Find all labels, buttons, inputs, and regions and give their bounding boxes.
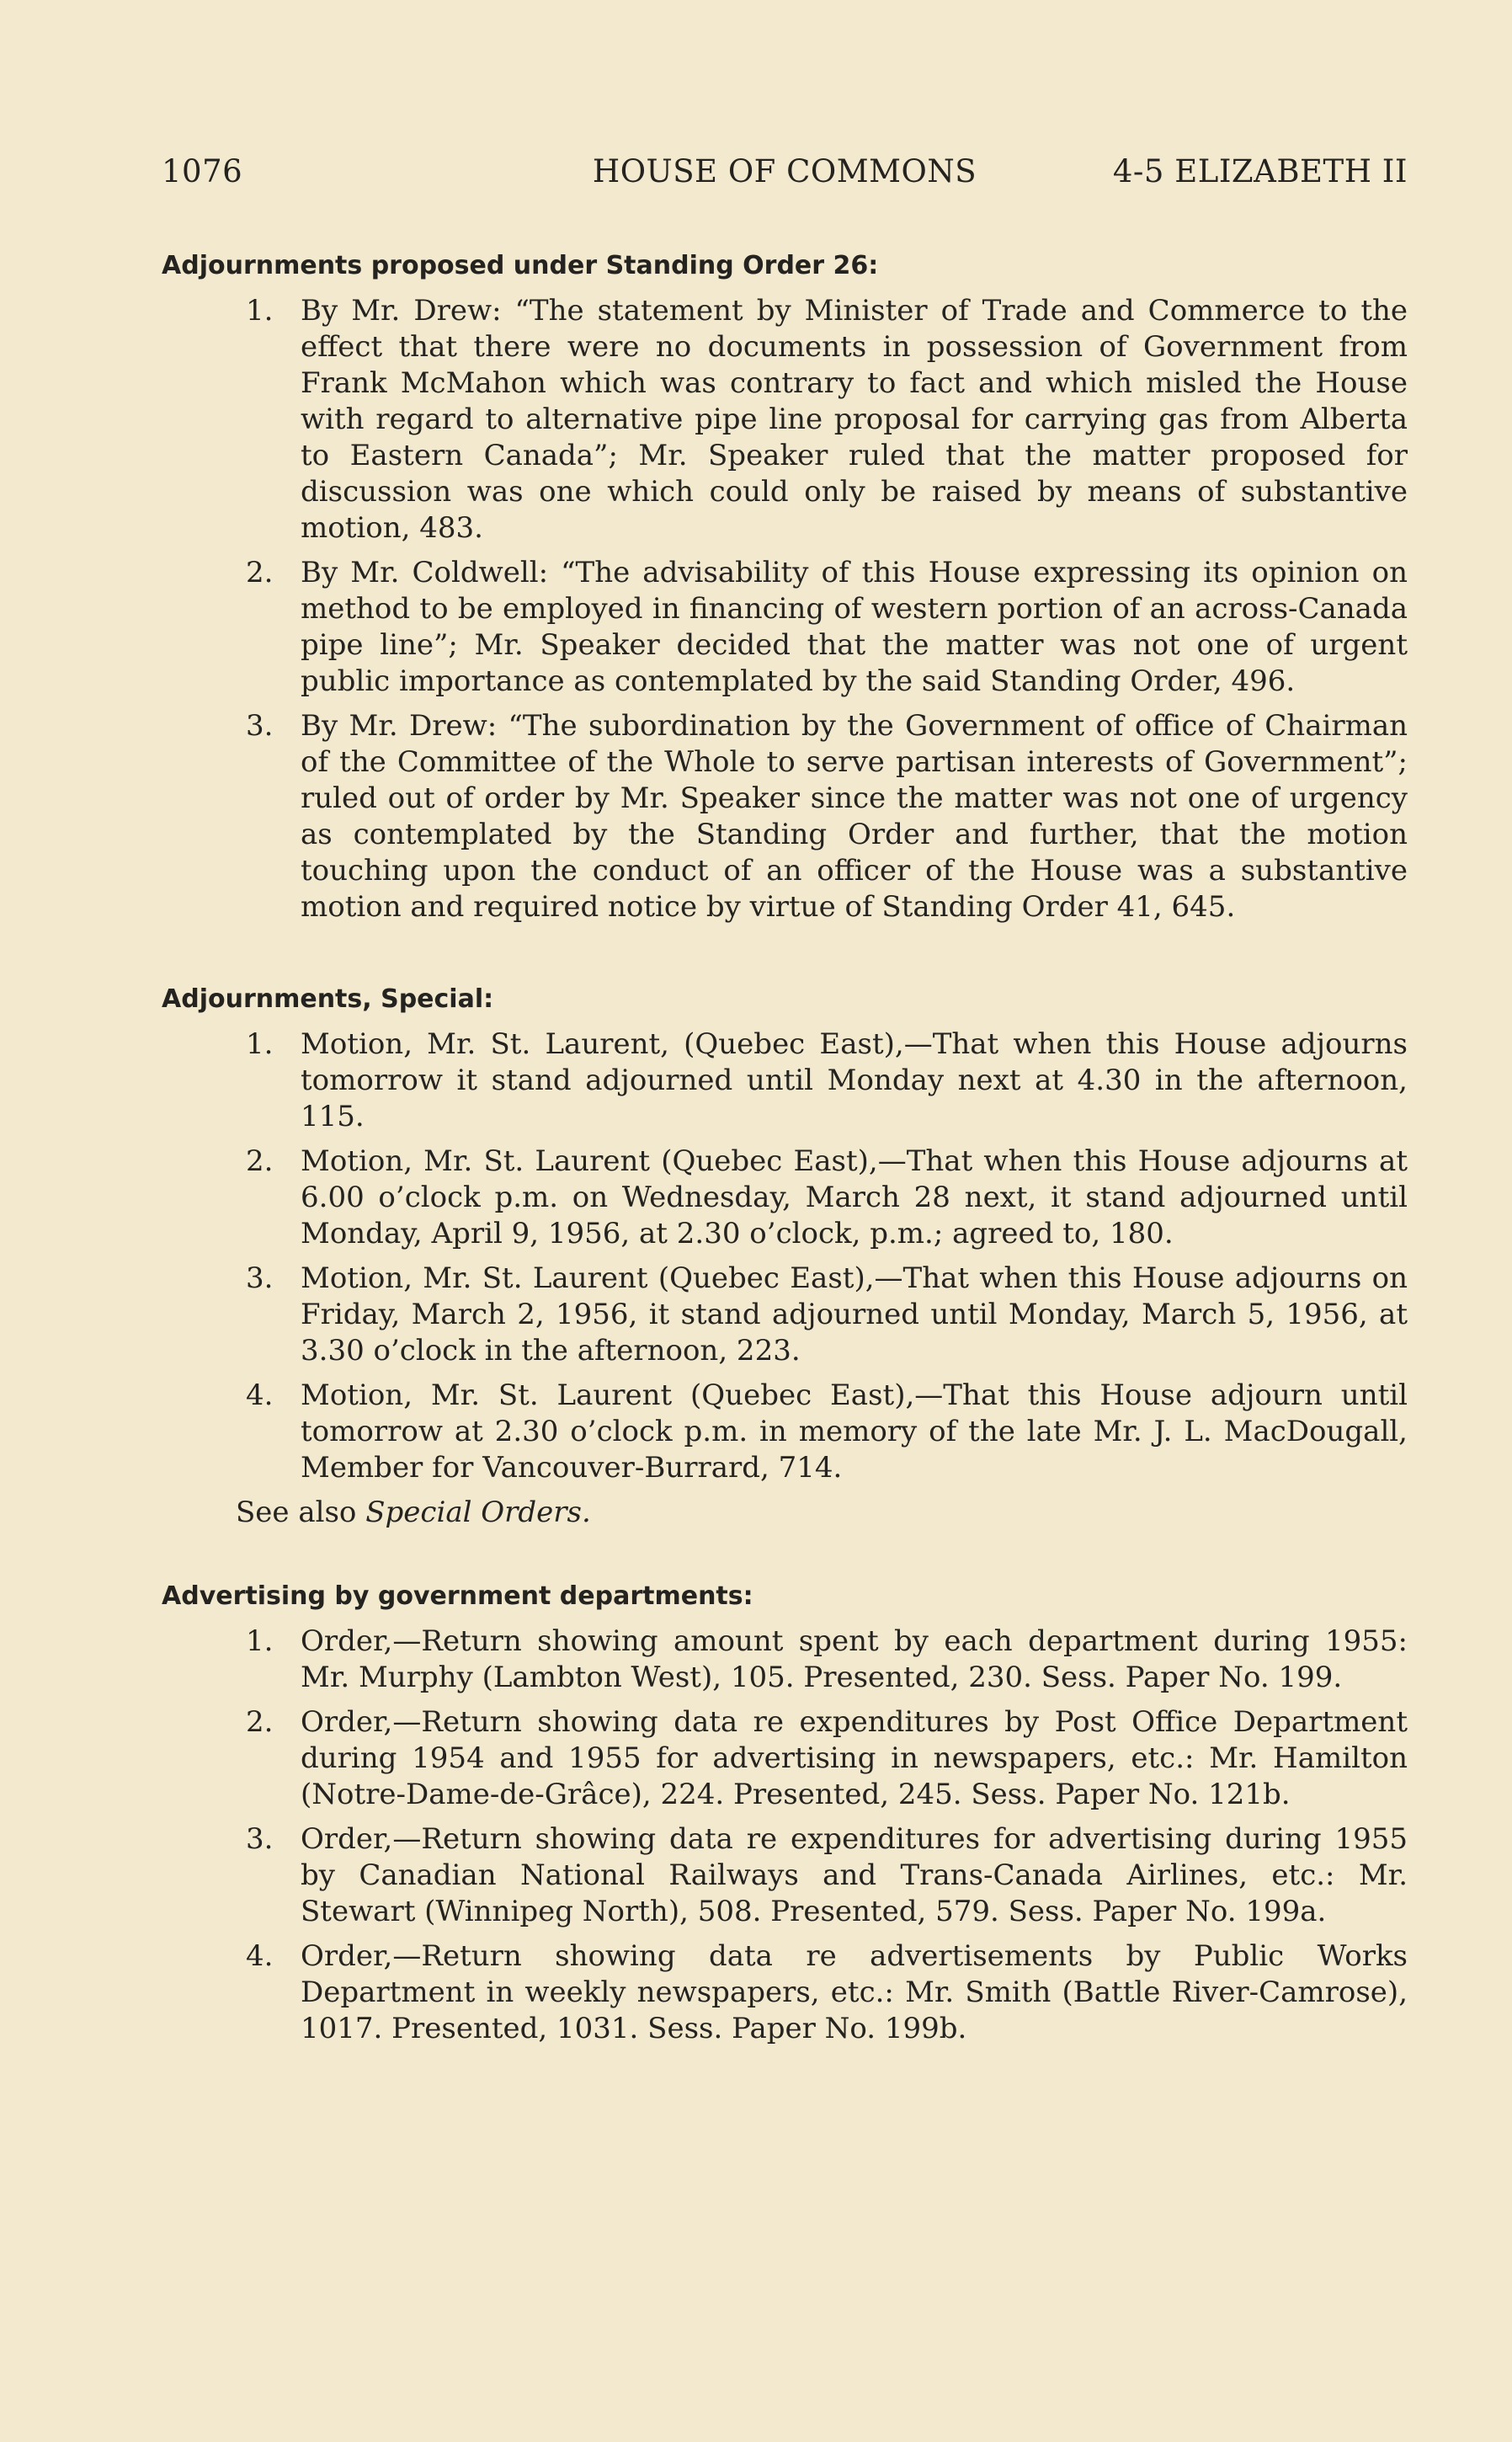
list-item	[162, 1624, 1408, 1696]
item-text: By Mr. Drew: “The subordination by the Government of office of Chairman of the Committee of the Whole to serve partisan interests of Government”; ruled out of order by Mr. Speaker since the matter was not one of urgency as contemplated by the Standing Order and further, that the motion touching upon the conduct of an officer of the House was a substantive motion and required notice by virtue of Standing Order 41, 645.	[301, 709, 1408, 924]
list-item	[162, 1261, 1408, 1369]
item-number: 2.	[246, 556, 274, 589]
see-also-link-text: Special Orders.	[365, 1496, 591, 1529]
chamber-title: HOUSE OF COMMONS	[592, 153, 977, 189]
item-text: Motion, Mr. St. Laurent (Quebec East),—That when this House adjourns on Friday, March 2, 1956, it stand adjourned until Monday, March 5, 1956, at 3.30 o’clock in the afternoon, 223.	[301, 1261, 1408, 1368]
item-text: Order,—Return showing data re expenditures for advertising during 1955 by Canadian National Railways and Trans-Canada Airlines, etc.: Mr. Stewart (Winnipeg North), 508. Presented, 579. Sess. Paper No. 199a.	[301, 1822, 1408, 1928]
item-text: By Mr. Drew: “The statement by Minister of Trade and Commerce to the effect that there were no documents in possession of Government from Frank McMahon which was contrary to fact and which misled the House with regard to alternative pipe line proposal for carrying gas from Alberta to Eastern Canada”; Mr. Speaker ruled that the matter proposed for discussion was one which could only be raised by means of substantive motion, 483.	[301, 294, 1408, 545]
item-number: 2.	[246, 1705, 274, 1739]
section-heading: Adjournments, Special:	[162, 984, 494, 1014]
item-number: 1.	[246, 1624, 274, 1658]
page-number: 1076	[162, 153, 243, 189]
index-content	[162, 244, 1408, 2055]
running-head	[162, 153, 1408, 204]
item-text: Motion, Mr. St. Laurent, (Quebec East),—That when this House adjourns tomorrow it stand adjourned until Monday next at 4.30 in the afternoon, 115.	[301, 1027, 1408, 1133]
list-item	[162, 1144, 1408, 1252]
section-heading: Advertising by government departments:	[162, 1581, 753, 1611]
list-item	[162, 293, 1408, 547]
list-item	[162, 1026, 1408, 1135]
section-advertising-government-departments	[162, 1575, 1408, 2047]
list-item	[162, 1938, 1408, 2047]
section-heading: Adjournments proposed under Standing Order 26:	[162, 251, 879, 280]
item-text: Motion, Mr. St. Laurent (Quebec East),—That this House adjourn until tomorrow at 2.30 o’clock p.m. in memory of the late Mr. J. L. MacDougall, Member for Vancouver-Burrard, 714.	[301, 1378, 1408, 1485]
section-adjournments-special	[162, 978, 1408, 1531]
item-number: 2.	[246, 1144, 274, 1178]
list-item	[162, 1704, 1408, 1813]
item-number: 3.	[246, 1261, 274, 1295]
list-item	[162, 1821, 1408, 1930]
item-number: 4.	[246, 1939, 274, 1973]
item-text: Order,—Return showing data re advertisements by Public Works Department in weekly newspapers, etc.: Mr. Smith (Battle River-Camrose), 1017. Presented, 1031. Sess. Paper No. 199b.	[301, 1939, 1408, 2045]
item-number: 4.	[246, 1378, 274, 1412]
item-number: 1.	[246, 1027, 274, 1061]
item-number: 1.	[246, 294, 274, 328]
see-also-reference	[162, 1495, 1408, 1531]
list-item	[162, 708, 1408, 925]
see-also-prefix: See also	[236, 1496, 357, 1529]
item-text: Order,—Return showing amount spent by each department during 1955: Mr. Murphy (Lambton West), 105. Presented, 230. Sess. Paper No. 199.	[301, 1624, 1408, 1694]
item-number: 3.	[246, 709, 274, 743]
list-item	[162, 555, 1408, 700]
regnal-year: 4-5 ELIZABETH II	[1112, 153, 1408, 189]
section-adjournments-standing-order-26	[162, 244, 1408, 925]
item-text: Motion, Mr. St. Laurent (Quebec East),—That when this House adjourns at 6.00 o’clock p.m. on Wednesday, March 28 next, it stand adjourned until Monday, April 9, 1956, at 2.30 o’clock, p.m.; agreed to, 180.	[301, 1144, 1408, 1250]
item-number: 3.	[246, 1822, 274, 1856]
item-text: By Mr. Coldwell: “The advisability of this House expressing its opinion on method to be employed in financing of western portion of an across-Canada pipe line”; Mr. Speaker decided that the matter was not one of urgent public importance as contemplated by the said Standing Order, 496.	[301, 556, 1408, 698]
list-item	[162, 1378, 1408, 1486]
item-text: Order,—Return showing data re expenditures by Post Office Department during 1954 and 1955 for advertising in newspapers, etc.: Mr. Hamilton (Notre-Dame-de-Grâce), 224. Presented, 245. Sess. Paper No. 121b.	[301, 1705, 1408, 1811]
